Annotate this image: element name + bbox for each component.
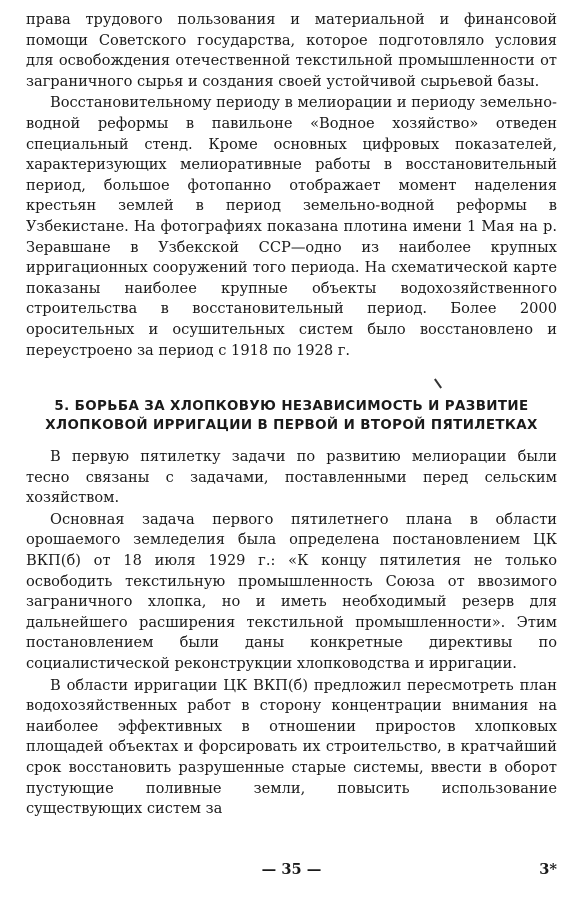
paragraph-3: В первую пятилетку задачи по развитию мелиорации были тесно связаны с задачами, поставленными перед сельским хозяйством.	[26, 448, 557, 507]
paragraph-1: права трудового пользования и материальной и финансовой помощи Советского государства, которое подготовляло условия для освобождения отечественной текстильной промышленности от заграничного сырья и создания своей устойчивой сырьевой базы.	[26, 11, 557, 90]
paragraph-2: Восстановительному периоду в мелиорации и периоду земельно-водной реформы в павильоне «Водное хозяйство» отведен специальный стенд. Кроме основных цифровых показателей, характеризующих мелиоративные работы в восстановительный период, большое фотопанно отображает момент наделения крестьян землей в период земельно-водной реформы в Узбекистане. На фотографиях показана плотина имени 1 Мая на р. Зеравшане в Узбекской ССР—одно из наиболее крупных ирригационных сооружений того периода. На схематической карте показаны наиболее крупные объекты водохозяйственного строительства в восстановительный период. Более 2000 оросительных и осушительных систем было восстановлено и переустроено за период с 1918 по 1928 г.	[26, 94, 557, 359]
signature-mark: 3*	[539, 861, 557, 878]
page-number: — 35 —	[261, 861, 322, 878]
section-heading: 5. БОРЬБА ЗА ХЛОПКОВУЮ НЕЗАВИСИМОСТЬ И РАЗВИТИЕ ХЛОПКОВОЙ ИРРИГАЦИИ В ПЕРВОЙ И ВТОРОЙ ПЯТИЛЕТКАХ	[45, 399, 538, 434]
page-body	[26, 10, 557, 820]
paragraph-5: В области ирригации ЦК ВКП(б) предложил пересмотреть план водохозяйственных работ в сторону концентрации внимания на наиболее эффективных в отношении приростов хлопковых площадей объектах и форсировать их строительство, в кратчайший срок восстановить разрушенные старые системы, ввести в оборот пустующие поливные земли, повысить использование существующих систем за	[26, 676, 557, 818]
paragraph-4: Основная задача первого пятилетнего плана в области орошаемого земледелия была определена постановлением ЦК ВКП(б) от 18 июля 1929 г.: «К концу пятилетия не только освободить текстильную промышленность Союза от ввозимого заграничного хлопка, но и иметь необходимый резерв для дальнейшего расширения текстильной промышленности». Этим постановлением были даны конкретные директивы по социалистической реконструкции хлопководства и ирригации.	[26, 510, 557, 673]
page-footer	[0, 861, 583, 883]
